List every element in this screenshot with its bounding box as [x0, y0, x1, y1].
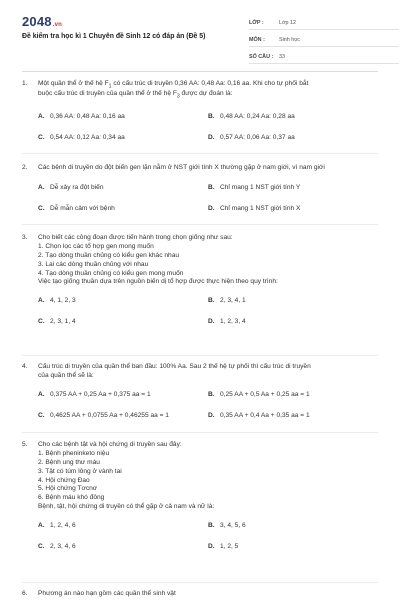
site-logo[interactable]: 2048.vn [22, 14, 63, 29]
question-number: 6. [22, 590, 28, 597]
option-c[interactable]: C. 2, 3, 4, 6 [38, 543, 76, 551]
option-c[interactable]: C. 0,54 AA: 0,12 Aa: 0,34 aa [38, 134, 125, 142]
question-text: buộc cấu trúc di truyền của quần thể ở thế hệ $F_3$ được dự đoán là: [38, 90, 233, 100]
question-step: 1. Chọn lọc các tổ hợp gen mong muốn [38, 242, 154, 250]
option-b[interactable]: B. 0,25 AA + 0,5 Aa + 0,25 aa = 1 [208, 390, 310, 398]
question-separator [22, 355, 378, 356]
document-meta [249, 13, 399, 64]
question-item: 5. Hội chứng Tơcnơ [38, 485, 98, 493]
question-prompt: Việc tạo giống thuần dựa trên nguồn biến dị tổ hợp được thực hiện theo quy trình: [38, 278, 278, 286]
option-c[interactable]: C. Dễ mẫn cảm với bệnh [38, 204, 115, 212]
question-step: 2. Tạo dòng thuần chủng có kiểu gen khác nhau [38, 251, 180, 259]
document-header [22, 0, 378, 68]
question-text: Cấu trúc di truyền của quần thể ban đầu: 100% Aa. Sau 2 thế hệ tự phối thì cấu trúc di truyền [38, 363, 311, 370]
question-6 [22, 590, 378, 599]
question-text: của quần thể sẽ là: [38, 371, 94, 379]
answer-options [38, 180, 378, 220]
question-separator [22, 153, 378, 154]
meta-class-row [249, 13, 399, 30]
answer-options [38, 107, 378, 151]
option-b[interactable]: B. Chỉ mang 1 NST giới tính Y [208, 183, 301, 191]
question-text: Phương án nào hạn gồm các quần thể sinh vật [38, 590, 176, 597]
option-a[interactable]: A. 0,36 AA: 0,48 Aa: 0,16 aa [38, 113, 125, 121]
question-number: 1. [22, 80, 28, 87]
option-d[interactable]: D. 1, 2, 5 [208, 543, 239, 551]
question-prompt: Bệnh, tật, hội chứng di truyền có thể gặp ở cả nam và nữ là: [38, 503, 215, 511]
question-5 [22, 441, 378, 559]
question-number: 4. [22, 363, 28, 370]
meta-count-label: SỐ CÂU : [249, 53, 274, 60]
meta-count-row [249, 47, 399, 64]
option-c[interactable]: C. 2, 3, 1, 4 [38, 318, 76, 326]
option-a[interactable]: A. Dễ xảy ra đột biến [38, 183, 104, 191]
question-text: Một quần thể ở thế hệ $F_1$ có cấu trúc di truyền 0,36 AA: 0,48 Aa: 0,16 aa. Khi cho tự phối bắt [38, 80, 309, 90]
question-step: 3. Lai các dòng thuần chủng với nhau [38, 260, 149, 268]
meta-class-label: LỚP : [249, 19, 264, 26]
meta-subject-value: Sinh học [279, 36, 300, 43]
question-item: 3. Tật có túm lông ở vành tai [38, 467, 122, 475]
question-2 [22, 164, 378, 220]
document-title: Đề kiểm tra học kì 1 Chuyên đề Sinh 12 có đáp án (Đề 5) [22, 33, 206, 40]
question-item: 6. Bệnh máu khó đông [38, 494, 105, 502]
question-item: 4. Hội chứng Đao [38, 476, 90, 484]
option-a[interactable]: A. 4, 1, 2, 3 [38, 297, 76, 305]
question-separator [22, 432, 378, 433]
meta-subject-row [249, 30, 399, 47]
option-d[interactable]: D. 1, 2, 3, 4 [208, 318, 246, 326]
option-b[interactable]: B. 0,48 AA: 0,24 Aa: 0,28 aa [208, 113, 295, 121]
meta-class-value: Lớp 12 [279, 19, 297, 26]
question-item: 2. Bệnh ung thư máu [38, 458, 100, 466]
question-text: Các bệnh di truyền do đột biến gen lặn nằm ở NST giới tính X thường gặp ở nam giới, vì nam giới [38, 164, 325, 171]
question-text: Cho biết các công đoạn được tiến hành trong chọn giống như sau: [38, 234, 233, 241]
question-number: 2. [22, 164, 28, 171]
question-number: 5. [22, 441, 28, 448]
option-d[interactable]: D. 0,35 AA + 0,4 Aa + 0,35 aa = 1 [208, 411, 310, 419]
header-divider [22, 71, 378, 72]
meta-count-value: 33 [279, 53, 285, 60]
answer-options [38, 388, 378, 428]
question-separator [22, 582, 378, 583]
question-3 [22, 234, 378, 334]
answer-options [38, 519, 378, 559]
question-step: 4. Tạo dòng thuần chủng có kiểu gen mong muốn [38, 269, 184, 277]
question-separator [22, 224, 378, 225]
question-item: 1. Bệnh pheninketo niệu [38, 449, 110, 457]
option-a[interactable]: A. 1, 2, 4, 6 [38, 522, 76, 530]
question-1 [22, 80, 378, 151]
option-b[interactable]: B. 3, 4, 5, 6 [208, 522, 246, 530]
option-d[interactable]: D. 0,57 AA: 0,06 Aa: 0,37 aa [208, 134, 295, 142]
question-number: 3. [22, 234, 28, 241]
option-d[interactable]: D. Chỉ mang 1 NST giới tính X [208, 204, 301, 212]
meta-subject-label: MÔN : [249, 36, 265, 43]
option-c[interactable]: C. 0,4625 AA + 0,0755 Aa + 0,46255 aa = 1 [38, 411, 169, 419]
question-text: Cho các bệnh tật và hội chứng di truyền sau đây: [38, 441, 182, 448]
option-b[interactable]: B. 2, 3, 4, 1 [208, 297, 246, 305]
option-a[interactable]: A. 0,375 AA + 0,25 Aa + 0,375 aa = 1 [38, 390, 151, 398]
answer-options [38, 294, 378, 334]
question-4 [22, 363, 378, 428]
